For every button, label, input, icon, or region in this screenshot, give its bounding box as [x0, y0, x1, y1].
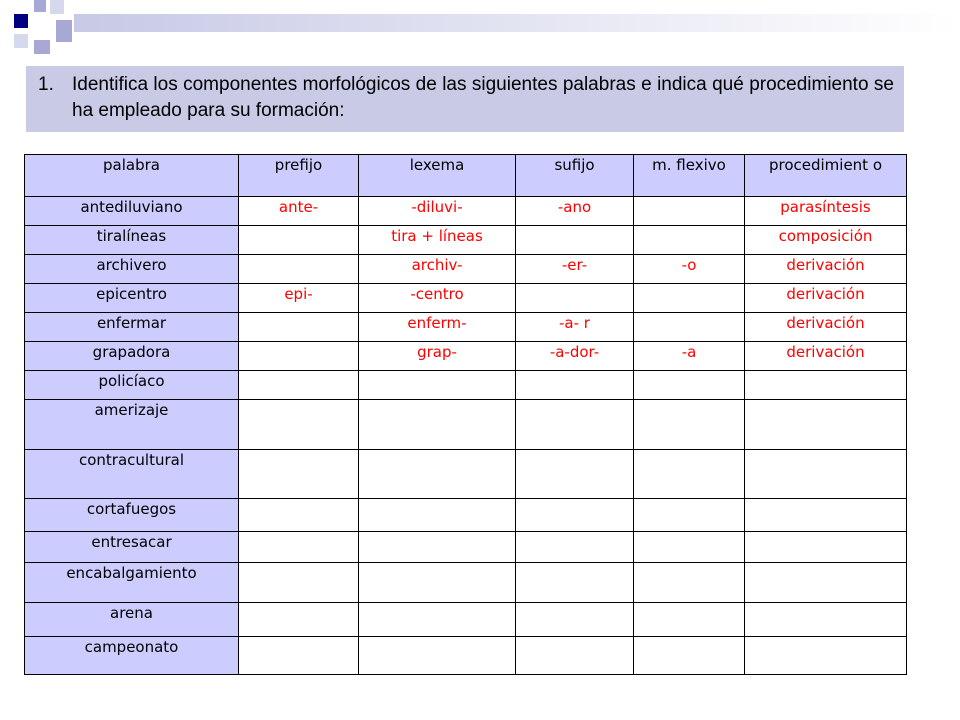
- cell-lexema: [359, 637, 516, 675]
- cell-palabra: encabalgamiento: [25, 563, 239, 603]
- cell-sufijo: [516, 226, 634, 255]
- cell-sufijo: -a-dor-: [516, 342, 634, 371]
- cell-mflex: [634, 371, 745, 400]
- cell-sufijo: [516, 499, 634, 532]
- cell-sufijo: [516, 603, 634, 637]
- morphology-table: [24, 154, 907, 675]
- cell-proc: [745, 603, 907, 637]
- cell-proc: derivación: [745, 342, 907, 371]
- decor-square-lavender: [34, 0, 46, 12]
- cell-lexema: [359, 371, 516, 400]
- decor-header-bar: [74, 14, 960, 32]
- cell-proc: [745, 563, 907, 603]
- cell-lexema: -diluvi-: [359, 197, 516, 226]
- cell-lexema: [359, 400, 516, 450]
- instruction-box: [26, 66, 904, 132]
- cell-palabra: grapadora: [25, 342, 239, 371]
- cell-palabra: campeonato: [25, 637, 239, 675]
- cell-sufijo: -er-: [516, 255, 634, 284]
- cell-lexema: [359, 450, 516, 499]
- cell-lexema: enferm-: [359, 313, 516, 342]
- cell-prefijo: [239, 313, 359, 342]
- decor-square-lavender: [56, 20, 72, 42]
- cell-mflex: [634, 637, 745, 675]
- table-row: [25, 313, 907, 342]
- cell-prefijo: epi-: [239, 284, 359, 313]
- cell-proc: [745, 450, 907, 499]
- table-body: [25, 197, 907, 675]
- cell-mflex: [634, 313, 745, 342]
- table-row: [25, 400, 907, 450]
- header-lexema: lexema: [359, 155, 516, 197]
- cell-proc: parasíntesis: [745, 197, 907, 226]
- table-row: [25, 342, 907, 371]
- cell-palabra: tiralíneas: [25, 226, 239, 255]
- table-row: [25, 563, 907, 603]
- cell-lexema: -centro: [359, 284, 516, 313]
- cell-prefijo: [239, 532, 359, 563]
- cell-lexema: tira + líneas: [359, 226, 516, 255]
- table-row: [25, 532, 907, 563]
- cell-mflex: [634, 197, 745, 226]
- cell-mflex: [634, 563, 745, 603]
- cell-lexema: [359, 603, 516, 637]
- cell-palabra: amerizaje: [25, 400, 239, 450]
- cell-lexema: grap-: [359, 342, 516, 371]
- cell-proc: [745, 400, 907, 450]
- cell-mflex: [634, 532, 745, 563]
- decor-square-pale: [14, 34, 28, 48]
- cell-sufijo: [516, 563, 634, 603]
- cell-prefijo: [239, 371, 359, 400]
- header-prefijo: prefijo: [239, 155, 359, 197]
- cell-palabra: contracultural: [25, 450, 239, 499]
- cell-prefijo: [239, 603, 359, 637]
- cell-lexema: [359, 563, 516, 603]
- cell-mflex: [634, 603, 745, 637]
- table-row: [25, 450, 907, 499]
- cell-proc: derivación: [745, 255, 907, 284]
- cell-sufijo: [516, 532, 634, 563]
- cell-sufijo: [516, 637, 634, 675]
- decor-square-navy: [14, 14, 28, 28]
- table-row: [25, 226, 907, 255]
- header-procedimiento: procedimient o: [745, 155, 907, 197]
- cell-palabra: policíaco: [25, 371, 239, 400]
- cell-proc: derivación: [745, 284, 907, 313]
- table-header-row: [25, 155, 907, 197]
- header-palabra: palabra: [25, 155, 239, 197]
- cell-sufijo: [516, 400, 634, 450]
- cell-sufijo: [516, 450, 634, 499]
- cell-mflex: [634, 284, 745, 313]
- decor-square-lavender: [34, 40, 50, 54]
- cell-prefijo: [239, 499, 359, 532]
- cell-prefijo: [239, 563, 359, 603]
- cell-palabra: epicentro: [25, 284, 239, 313]
- cell-prefijo: [239, 450, 359, 499]
- cell-proc: derivación: [745, 313, 907, 342]
- cell-palabra: archivero: [25, 255, 239, 284]
- cell-sufijo: [516, 371, 634, 400]
- table-row: [25, 284, 907, 313]
- table-row: [25, 637, 907, 675]
- cell-lexema: [359, 499, 516, 532]
- cell-proc: composición: [745, 226, 907, 255]
- instruction-text: Identifica los componentes morfológicos de las siguientes palabras e indica qué procedimiento se ha empleado para su formación:: [72, 74, 894, 121]
- cell-prefijo: [239, 226, 359, 255]
- cell-prefijo: [239, 637, 359, 675]
- cell-lexema: archiv-: [359, 255, 516, 284]
- header-morfema-flexivo: m. flexivo: [634, 155, 745, 197]
- cell-palabra: arena: [25, 603, 239, 637]
- cell-mflex: [634, 499, 745, 532]
- cell-palabra: antediluviano: [25, 197, 239, 226]
- decor-square-pale: [50, 0, 64, 14]
- table-row: [25, 197, 907, 226]
- cell-proc: [745, 532, 907, 563]
- cell-sufijo: -ano: [516, 197, 634, 226]
- cell-proc: [745, 371, 907, 400]
- cell-sufijo: [516, 284, 634, 313]
- header-sufijo: sufijo: [516, 155, 634, 197]
- cell-mflex: [634, 450, 745, 499]
- cell-palabra: enfermar: [25, 313, 239, 342]
- cell-mflex: -a: [634, 342, 745, 371]
- instruction-number: 1.: [38, 74, 54, 95]
- cell-proc: [745, 637, 907, 675]
- cell-sufijo: -a- r: [516, 313, 634, 342]
- cell-prefijo: [239, 400, 359, 450]
- cell-proc: [745, 499, 907, 532]
- cell-palabra: cortafuegos: [25, 499, 239, 532]
- table-row: [25, 255, 907, 284]
- table-row: [25, 371, 907, 400]
- table-row: [25, 603, 907, 637]
- cell-mflex: [634, 226, 745, 255]
- cell-palabra: entresacar: [25, 532, 239, 563]
- cell-lexema: [359, 532, 516, 563]
- table-row: [25, 499, 907, 532]
- cell-prefijo: [239, 255, 359, 284]
- cell-mflex: -o: [634, 255, 745, 284]
- cell-prefijo: [239, 342, 359, 371]
- cell-prefijo: ante-: [239, 197, 359, 226]
- cell-mflex: [634, 400, 745, 450]
